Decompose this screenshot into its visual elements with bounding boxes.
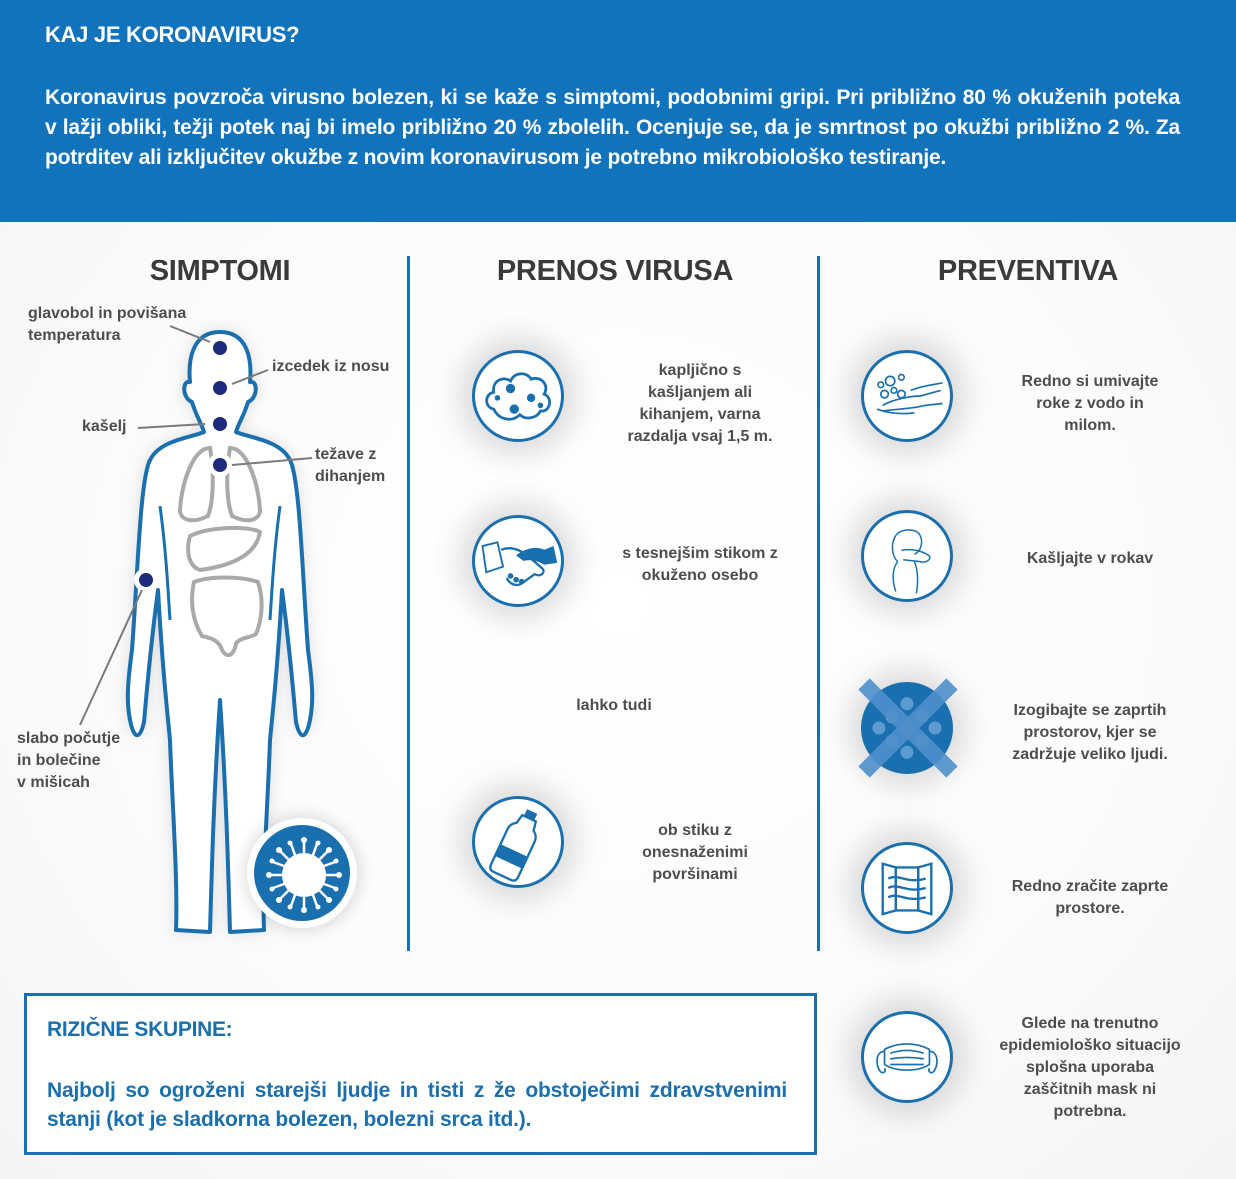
text-line: površinami: [652, 866, 738, 883]
text-line: zadržuje veliko ljudi.: [1012, 746, 1168, 763]
text-line: s tesnejšim stikom z: [622, 545, 778, 562]
symptom-label-line: glavobol in povišana: [28, 305, 187, 322]
text-line: milom.: [1064, 417, 1116, 434]
prevention-icon-handwash: [861, 350, 953, 442]
handshake-icon: [475, 518, 561, 604]
prevention-handwash-text: [990, 371, 1190, 437]
intro-title: KAJ JE KORONAVIRUS?: [45, 22, 300, 47]
text-line: razdalja vsaj 1,5 m.: [627, 428, 773, 445]
risk-groups-text: Najbolj so ogroženi starejši ljudje in tisti z že obstoječimi zdravstvenimi stanji (kot je sladkorna bolezen, bolezni srca itd.).: [47, 1079, 787, 1131]
symptom-label-line: slabo počutje: [17, 730, 121, 747]
text-line: Glede na trenutno: [1021, 1015, 1159, 1032]
transmission-surfaces-text: [595, 820, 795, 886]
bottle-icon: [475, 799, 561, 885]
prevention-icon-ventilation: [861, 842, 953, 934]
text-line: prostore.: [1055, 900, 1125, 917]
cough-elbow-icon: [864, 513, 950, 599]
prevention-crowd-text: [990, 700, 1190, 766]
intro-text: Koronavirus povzroča virusno bolezen, ki se kaže s simptomi, podobnimi gripi. Pri približno 80 % okuženih poteka v lažji obliki, težji potek naj bi imelo približno 20 % zbolelih. Ocenjuje se, da je smrtnost po okužbi približno 2 %. Za potrditev ali izključitev okužbe z novim koronavirusom je potrebno mikrobiološko testiranje.: [45, 86, 1180, 169]
text-line: kapljično s: [658, 362, 742, 379]
text-line: potrebna.: [1053, 1103, 1127, 1120]
symptom-label-line: v mišicah: [17, 774, 90, 791]
transmission-contact-text: [600, 543, 800, 587]
prevention-ventilation-text: [990, 876, 1190, 920]
symptom-runny-nose: izcedek iz nosu: [272, 358, 390, 375]
transmission-icon-surfaces: [472, 796, 564, 888]
text-line: Redno zračite zaprte: [1011, 878, 1169, 895]
transmission-droplets-text: [600, 360, 800, 448]
prevention-mask-text: [990, 1013, 1190, 1123]
transmission-title: PRENOS VIRUSA: [496, 255, 734, 287]
text-line: onesnaženimi: [642, 844, 748, 861]
text-line: Redno si umivajte: [1021, 373, 1159, 390]
virus-icon: [254, 825, 350, 921]
text-line: kašljanjem ali: [647, 384, 753, 401]
transmission-icon-contact: [472, 515, 564, 607]
transmission-icon-droplets: [472, 350, 564, 442]
symptom-label-line: težave z: [315, 446, 377, 463]
column-divider: [817, 256, 820, 951]
text-line: roke z vodo in: [1036, 395, 1144, 412]
prevention-title: PREVENTIVA: [937, 255, 1119, 287]
intro-banner: [0, 0, 1236, 222]
text-line: okuženo osebo: [641, 567, 759, 584]
droplet-cloud-icon: [475, 353, 561, 439]
risk-groups-title: RIZIČNE SKUPINE:: [47, 1018, 233, 1041]
text-line: kihanjem, varna: [639, 406, 761, 423]
symptom-label-line: temperatura: [28, 327, 121, 344]
text-line: splošna uporaba: [1025, 1059, 1155, 1076]
symptom-label-line: in bolečine: [17, 752, 101, 769]
symptom-label-line: dihanjem: [315, 468, 386, 485]
column-divider: [407, 256, 410, 951]
text-line: zaščitnih mask ni: [1023, 1081, 1157, 1098]
symptoms-title: SIMPTOMI: [149, 255, 291, 287]
symptom-breathing-difficulty: [315, 444, 385, 488]
prevention-cough-text: Kašljajte v rokav: [1026, 550, 1154, 567]
symptom-cough: kašelj: [82, 418, 127, 435]
transmission-also-label: lahko tudi: [576, 697, 652, 714]
open-window-icon: [864, 845, 950, 931]
symptom-muscle-pain: [17, 728, 120, 794]
prevention-icon-cough: [861, 510, 953, 602]
prevention-icon-mask: [861, 1011, 953, 1103]
risk-groups-box: [24, 993, 817, 1155]
text-line: ob stiku z: [658, 822, 732, 839]
symptom-headache-fever: [28, 303, 186, 347]
virus-badge: [247, 818, 357, 928]
text-line: prostorov, kjer se: [1023, 724, 1157, 741]
text-line: Izogibajte se zaprtih: [1013, 702, 1167, 719]
text-line: epidemiološko situacijo: [999, 1037, 1181, 1054]
prohibited-x-icon: [856, 676, 960, 780]
face-mask-icon: [864, 1014, 950, 1100]
handwash-icon: [864, 353, 950, 439]
